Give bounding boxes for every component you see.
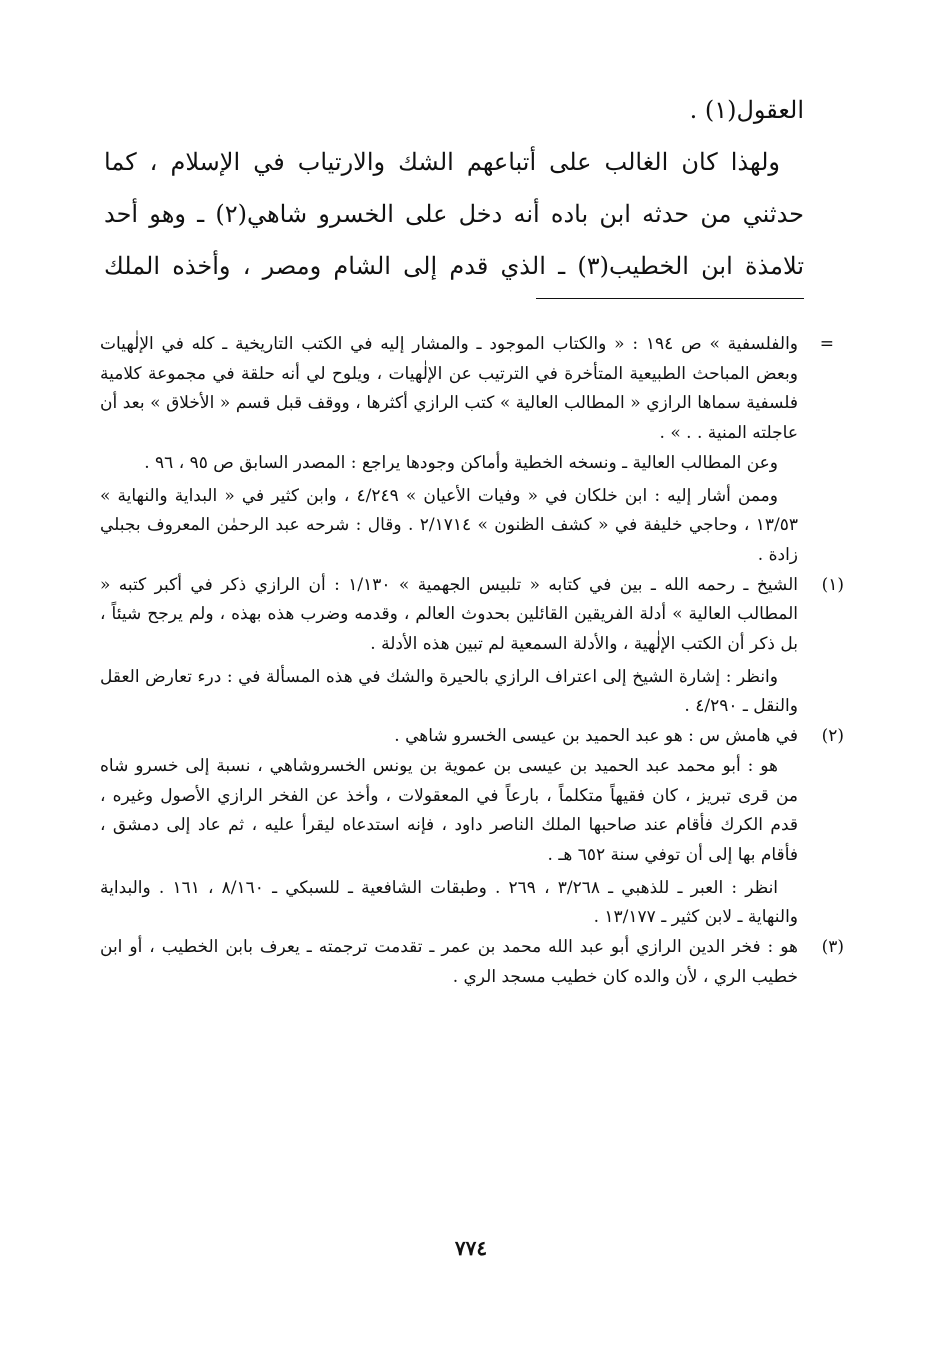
main-text-first-line: العقول(١) .: [689, 96, 804, 124]
footnote-continuation-p3: وممن أشار إليه : ابن خلكان في « وفيات الأعيان » ٤/٢٤٩ ، وابن كثير في « البداية والنهاية » ١٣/٥٣ ، وحاجي خليفة في « كشف الظنون » ٢/١٧١٤ . وقال : شرحه عبد الرحمٰن المعروف بجبلي زادة .: [100, 485, 798, 565]
footnote-2: [100, 722, 844, 933]
page-number: ٧٧٤: [454, 1236, 488, 1260]
footnote-continuation: [100, 330, 844, 571]
footnote-2-p1: في هامش س : هو عبد الحميد بن عيسى الخسرو شاهي .: [394, 726, 798, 747]
footnote-divider: [536, 298, 804, 299]
main-text: [104, 84, 804, 292]
footnote-continuation-marker: =: [819, 334, 834, 354]
footnote-continuation-p1: والفلسفية » ص ١٩٤ : « والكتاب الموجود ـ والمشار إليه في الكتب التاريخية ـ كله في الإلٰهيات وبعض المباحث الطبيعية المتأخرة في الترتيب عن الإلٰهيات ، ويلوح لي أنه حلقة في مجموعة كلامية فلسفية سماها الرازي « المطالب العالية » كتب الرازي أكثرها ، ووقف قبل قسم « الأخلاق » بعد أن عاجلته المنية . . » .: [100, 334, 799, 444]
footnote-1-p2: وانظر : إشارة الشيخ إلى اعتراف الرازي بالحيرة والشك في هذه المسألة في : درء تعارض العقل والنقل ـ ٤/٢٩٠ .: [100, 666, 798, 717]
footnote-3-p1: هو : فخر الدين الرازي أبو عبد الله محمد بن عمر ـ تقدمت ترجمته ـ يعرف بابن الخطيب ، أو ابن خطيب الري ، لأن والده كان خطيب مسجد الري .: [100, 937, 798, 987]
footnote-3-marker: (٣): [821, 937, 844, 958]
main-text-paragraph: ولهذا كان الغالب على أتباعهم الشك والارتياب في الإسلام ، كما حدثني من حدثه ابن باده أنه دخل على الخسرو شاهي(٢) ـ وهو أحد تلامذة ابن الخطيب(٣) ـ الذي قدم إلى الشام ومصر ، وأخذه الملك: [104, 148, 804, 280]
footnote-3: [100, 933, 844, 992]
footnote-1-marker: (١): [821, 574, 844, 595]
footnote-2-marker: (٢): [821, 726, 844, 747]
footnote-1: [100, 571, 844, 723]
footnote-2-p2: هو : أبو محمد عبد الحميد بن عيسى بن عموية بن يونس الخسروشاهي ، نسبة إلى خسرو شاه من قرى تبريز ، كان فقيهاً متكلماً ، بارعاً في المعقولات ، وأخذ عن الفخر الرازي الأصول وغيره ، قدم الكرك فأقام عند صاحبها الملك الناصر داود ، فإنه استدعاه ليقرأ عليه ، ثم عاد إلى دمشق ، فأقام بها إلى أن توفي سنة ٦٥٢ هـ .: [100, 755, 798, 865]
footnotes: [100, 330, 844, 992]
footnote-2-p3: انظر : العبر ـ للذهبي ـ ٣/٢٦٨ ، ٢٦٩ . وطبقات الشافعية ـ للسبكي ـ ٨/١٦٠ ، ١٦١ . والبداية والنهاية ـ لابن كثير ـ ١٣/١٧٧ .: [100, 877, 798, 928]
footnote-1-p1: الشيخ ـ رحمه الله ـ بين في كتابه « تلبيس الجهمية » ١/١٣٠ : أن الرازي ذكر في أكبر كتبه « المطالب العالية » أدلة الفريقين القائلين بحدوث العالم ، وقدمه وضرب هذه بهذه ، ولم يرجح شيئاً ، بل ذكر أن الكتب الإلٰهية ، والأدلة السمعية لم تبين هذه الأدلة .: [100, 574, 798, 655]
footnote-continuation-p2: وعن المطالب العالية ـ ونسخه الخطية وأماكن وجودها يراجع : المصدر السابق ص ٩٥ ، ٩٦ .: [144, 452, 778, 473]
